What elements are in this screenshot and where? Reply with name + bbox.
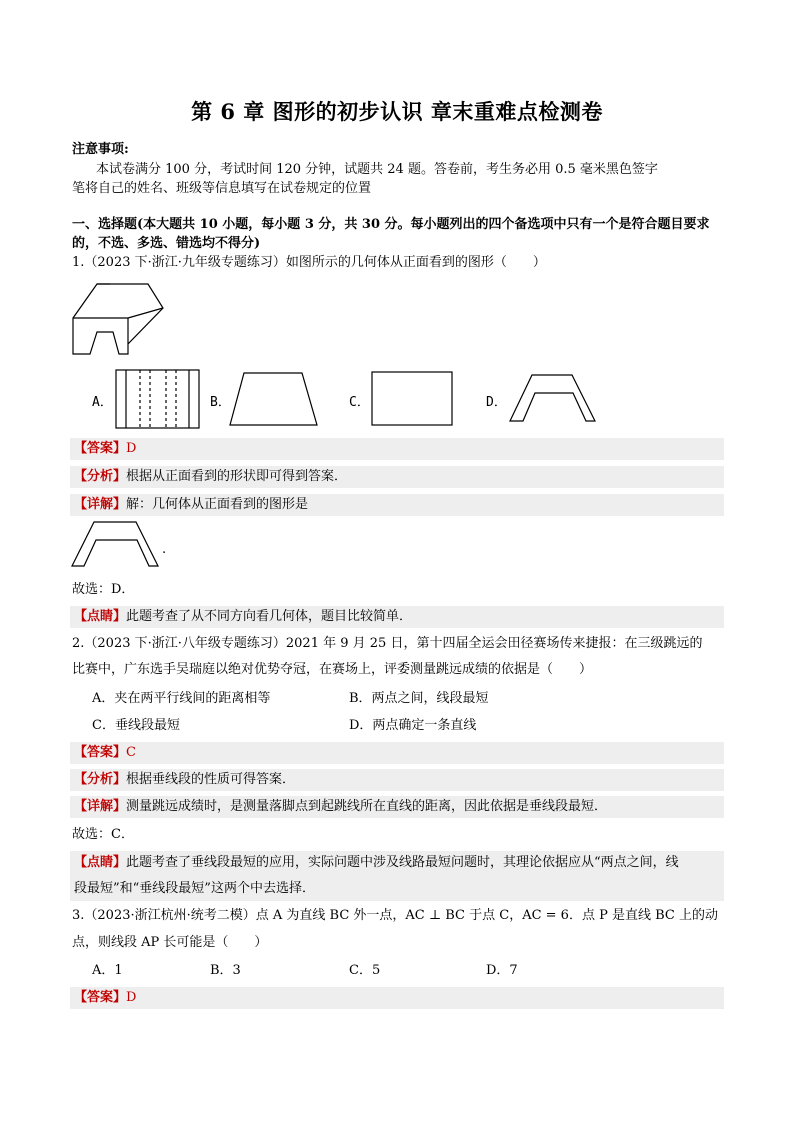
q2-option-c: C．垂线段最短 (92, 718, 180, 733)
q2-comment-line-1 (74, 852, 679, 874)
q1-answer (74, 438, 136, 460)
q2-detail-tag: 【详解】 (74, 799, 127, 814)
q3-option-a: A．1 (92, 963, 123, 978)
q1-detail-text: 解：几何体从正面看到的图形是 (126, 497, 309, 512)
q2-analysis-tag: 【分析】 (74, 772, 127, 787)
q2-detail-text: 测量跳远成绩时，是测量落脚点到起跳线所在直线的距离，因此依据是垂线段最短． (126, 799, 608, 814)
q1-option-c-label: C． (349, 395, 370, 410)
q2-detail (74, 796, 607, 818)
q3-option-c: C．5 (349, 963, 381, 978)
notice-line-2: 笔将自己的姓名、班级等信息填写在试卷规定的位置 (72, 181, 372, 196)
q3-stem-line-2: 点，则线段 AP 长可能是（ ） (72, 935, 268, 950)
q1-detail-figure (72, 520, 162, 570)
q2-answer-band (70, 742, 724, 764)
q1-choose: 故选：D． (72, 582, 135, 597)
q1-answer-band (70, 438, 724, 460)
q1-detail-tag: 【详解】 (74, 497, 127, 512)
q2-answer-value: C (126, 745, 136, 760)
q3-answer-band (70, 987, 724, 1009)
q1-solid-figure (70, 280, 170, 360)
q1-option-a-label: A． (92, 395, 113, 410)
q1-detail (74, 494, 308, 516)
q1-option-d-label: D． (486, 395, 507, 410)
q1-comment-tag: 【点睛】 (74, 609, 127, 624)
q1-comment (74, 606, 412, 628)
q2-option-d: D．两点确定一条直线 (349, 718, 477, 733)
q1-answer-value: D (126, 441, 137, 456)
q2-stem-line-2: 比赛中，广东选手吴瑞庭以绝对优势夺冠，在赛场上，评委测量跳远成绩的依据是（ ） (72, 662, 593, 677)
q3-answer-tag: 【答案】 (74, 990, 127, 1005)
q1-option-a-figure (116, 370, 200, 430)
q1-detail-period: . (162, 542, 167, 557)
q2-stem-line-1: 2.（2023 下·浙江·八年级专题练习）2021 年 9 月 25 日，第十四届全运会田径赛场传来捷报：在三级跳远的 (72, 636, 703, 651)
notice-line-1: 本试卷满分 100 分，考试时间 120 分钟，试题共 24 题。答卷前，考生务必用 0.5 毫米黑色签字 (96, 162, 658, 177)
section-heading-line-2: 的，不选、多选、错选均不得分) (72, 236, 261, 251)
q1-comment-text: 此题考查了从不同方向看几何体，题目比较简单． (126, 609, 413, 624)
section-heading-line-1: 一、选择题(本大题共 10 小题，每小题 3 分，共 30 分。每小题列出的四个备选项中只有一个是符合题目要求 (72, 217, 710, 232)
q2-analysis-text: 根据垂线段的性质可得答案． (126, 772, 296, 787)
q2-comment-text-1: 此题考查了垂线段最短的应用，实际问题中涉及线路最短问题时，其理论依据应从“两点之间，线 (126, 855, 679, 870)
q2-comment-line-2: 段最短”和“垂线段最短”这两个中去选择． (74, 881, 315, 896)
q3-option-d: D．7 (486, 963, 518, 978)
q2-analysis (74, 769, 295, 791)
q3-stem-line-1: 3.（2023·浙江杭州·统考二模）点 A 为直线 BC 外一点，AC ⊥ BC 于点 C，AC = 6．点 P 是直线 BC 上的动 (72, 908, 718, 923)
q1-option-d-figure (510, 373, 600, 425)
q3-answer-value: D (126, 990, 137, 1005)
q2-answer (74, 742, 136, 764)
q1-analysis-tag: 【分析】 (74, 469, 127, 484)
q1-answer-tag: 【答案】 (74, 441, 127, 456)
q2-option-b: B．两点之间，线段最短 (349, 691, 489, 706)
page-title: 第 6 章 图形的初步认识 章末重难点检测卷 (191, 99, 603, 124)
q1-analysis (74, 466, 347, 488)
q2-answer-tag: 【答案】 (74, 745, 127, 760)
q1-option-b-figure (230, 373, 320, 428)
q1-analysis-text: 根据从正面看到的形状即可得到答案． (126, 469, 348, 484)
q2-choose: 故选：C． (72, 827, 134, 842)
q1-option-c-figure (372, 372, 454, 428)
q1-stem: 1.（2023 下·浙江·九年级专题练习）如图所示的几何体从正面看到的图形（ ） (72, 255, 546, 270)
q1-option-b-label: B． (210, 395, 231, 410)
q2-comment-tag: 【点睛】 (74, 855, 127, 870)
notice-heading: 注意事项: (72, 142, 129, 157)
q3-option-b: B．3 (210, 963, 241, 978)
q2-option-a: A．夹在两平行线间的距离相等 (92, 691, 271, 706)
q3-answer (74, 987, 136, 1009)
